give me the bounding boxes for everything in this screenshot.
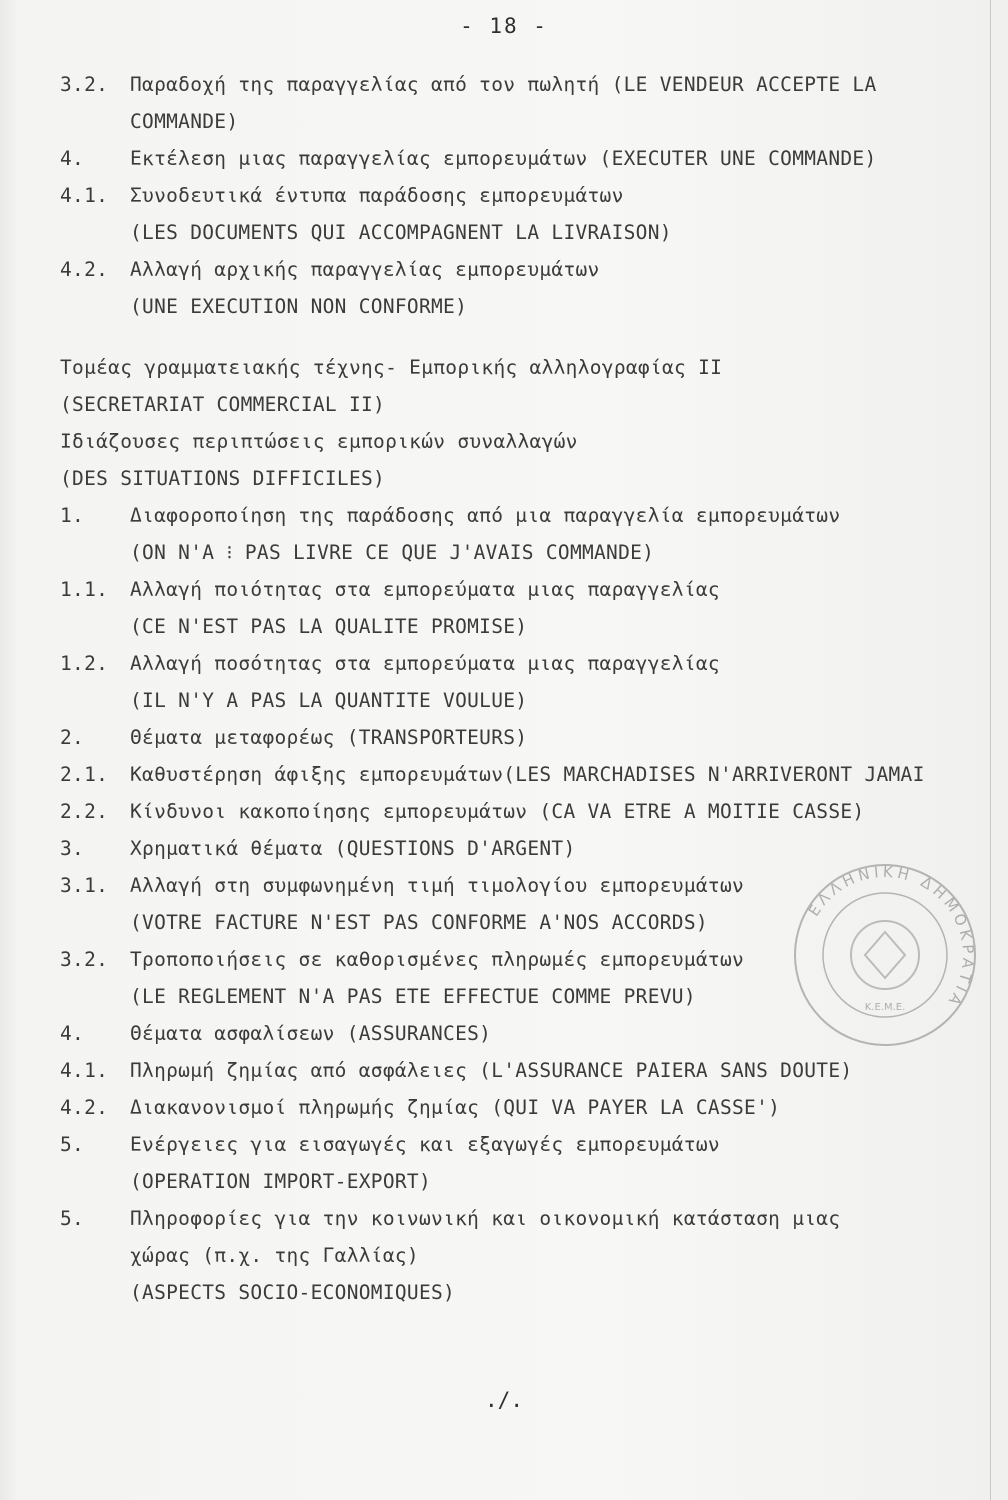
item-number: 4.: [60, 147, 85, 170]
list-item: [60, 534, 990, 571]
item-text: Θέματα μεταφορέως (TRANSPORTEURS): [130, 726, 528, 749]
item-text: (IL N'Y A PAS LA QUANTITE VOULUE): [130, 689, 528, 712]
list-item: [60, 140, 990, 177]
item-number: 3.2.: [60, 948, 109, 971]
list-item: [60, 608, 990, 645]
item-text: Αλλαγή στη συμφωνημένη τιμή τιμολογίου εμπορευμάτων: [130, 874, 745, 897]
item-text: Τροποποιήσεις σε καθορισμένες πληρωμές εμπορευμάτων: [130, 948, 745, 971]
item-number: 1.1.: [60, 578, 109, 601]
item-number: 2.2.: [60, 800, 109, 823]
item-number: 3.1.: [60, 874, 109, 897]
section-text: (DES SITUATIONS DIFFICILES): [60, 467, 386, 490]
item-number: 4.1.: [60, 184, 109, 207]
item-text: Πληρωμή ζημίας από ασφάλειες (L'ASSURANCE PAIERA SANS DOUTE): [130, 1059, 853, 1082]
list-item: [60, 66, 990, 103]
item-text: Παραδοχή της παραγγελίας από τον πωλητή (LE VENDEUR ACCEPTE LA: [130, 73, 877, 96]
item-text: Εκτέλεση μιας παραγγελίας εμπορευμάτων (EXECUTER UNE COMMANDE): [130, 147, 877, 170]
item-number: 3.: [60, 837, 85, 860]
list-item: [60, 251, 990, 288]
item-text: (ON N'A ⁝ PAS LIVRE CE QUE J'AVAIS COMMANDE): [130, 541, 655, 564]
item-text: Διαφοροποίηση της παράδοσης από μια παραγγελία εμπορευμάτων: [130, 504, 841, 527]
list-item: [60, 497, 990, 534]
item-text: (VOTRE FACTURE N'EST PAS CONFORME A'NOS ACCORDS): [130, 911, 708, 934]
item-text: (ASPECTS SOCIO-ECONOMIQUES): [130, 1281, 456, 1304]
item-text: Καθυστέρηση άφιξης εμπορευμάτων(LES MARCHADISES N'ARRIVERONT JAMAI: [130, 763, 925, 786]
list-item: [60, 103, 990, 140]
item-number: 4.2.: [60, 1096, 109, 1119]
item-text: COMMANDE): [130, 110, 239, 133]
list-item: [60, 1089, 990, 1126]
section-line: [60, 386, 990, 423]
list-item: [60, 1163, 990, 1200]
item-text: (LE REGLEMENT N'A PAS ETE EFFECTUE COMME PREVU): [130, 985, 696, 1008]
list-item: [60, 682, 990, 719]
list-item: [60, 756, 990, 793]
stamp-text: ΕΛΛΗΝΙΚΗ ΔΗΜΟΚΡΑΤΙΑ: [804, 862, 978, 1012]
official-stamp: [790, 860, 980, 1050]
section-text: Ιδιάζουσες περιπτώσεις εμπορικών συναλλαγών: [60, 430, 578, 453]
item-text: (LES DOCUMENTS QUI ACCOMPAGNENT LA LIVRAISON): [130, 221, 672, 244]
section-line: [60, 460, 990, 497]
list-item: [60, 793, 990, 830]
list-item: [60, 1052, 990, 1089]
intro-list: [60, 66, 990, 325]
list-item: [60, 214, 990, 251]
item-text: Πληροφορίες για την κοινωνική και οικονομική κατάσταση μιας: [130, 1207, 841, 1230]
item-text: χώρας (π.χ. της Γαλλίας): [130, 1244, 419, 1267]
page-number: - 18 -: [460, 14, 548, 38]
item-number: 3.2.: [60, 73, 109, 96]
item-text: (OPERATION IMPORT-EXPORT): [130, 1170, 431, 1193]
list-item: [60, 571, 990, 608]
list-item: [60, 1237, 990, 1274]
stamp-inner-text: Κ.Ε.Μ.Ε.: [864, 1002, 906, 1013]
section-text: Τομέας γραμματειακής τέχνης- Εμπορικής αλληλογραφίας II: [60, 356, 723, 379]
item-text: Αλλαγή ποιότητας στα εμπορεύματα μιας παραγγελίας: [130, 578, 720, 601]
list-item: [60, 645, 990, 682]
item-text: Συνοδευτικά έντυπα παράδοσης εμπορευμάτων: [130, 184, 624, 207]
item-number: 1.2.: [60, 652, 109, 675]
section-line: [60, 423, 990, 460]
item-number: 5.: [60, 1207, 85, 1230]
item-text: Διακανονισμοί πληρωμής ζημίας (QUI VA PAYER LA CASSE'): [130, 1096, 781, 1119]
item-number: 1.: [60, 504, 85, 527]
list-item: [60, 1126, 990, 1163]
item-number: 4.2.: [60, 258, 109, 281]
item-number: 2.1.: [60, 763, 109, 786]
section-line: [60, 349, 990, 386]
list-item: [60, 177, 990, 214]
list-item: [60, 288, 990, 325]
item-text: (UNE EXECUTION NON CONFORME): [130, 295, 468, 318]
item-text: Κίνδυνοι κακοποίησης εμπορευμάτων (CA VA ETRE A MOITIE CASSE): [130, 800, 865, 823]
section-heading: [60, 349, 990, 497]
item-text: Θέματα ασφαλίσεων (ASSURANCES): [130, 1022, 492, 1045]
page-edge: [990, 0, 991, 1500]
list-item: [60, 1274, 990, 1311]
list-item: [60, 719, 990, 756]
item-number: 4.: [60, 1022, 85, 1045]
item-number: 4.1.: [60, 1059, 109, 1082]
item-text: Αλλαγή αρχικής παραγγελίας εμπορευμάτων: [130, 258, 600, 281]
list-item: [60, 1200, 990, 1237]
item-text: Ενέργειες για εισαγωγές και εξαγωγές εμπορευμάτων: [130, 1133, 720, 1156]
section-text: (SECRETARIAT COMMERCIAL II): [60, 393, 386, 416]
item-text: Αλλαγή ποσότητας στα εμπορεύματα μιας παραγγελίας: [130, 652, 720, 675]
item-number: 2.: [60, 726, 85, 749]
item-text: Χρηματικά θέματα (QUESTIONS D'ARGENT): [130, 837, 576, 860]
continuation-mark: ./.: [485, 1388, 523, 1412]
item-number: 5.: [60, 1133, 85, 1156]
document-body: [60, 66, 990, 1311]
item-text: (CE N'EST PAS LA QUALITE PROMISE): [130, 615, 528, 638]
